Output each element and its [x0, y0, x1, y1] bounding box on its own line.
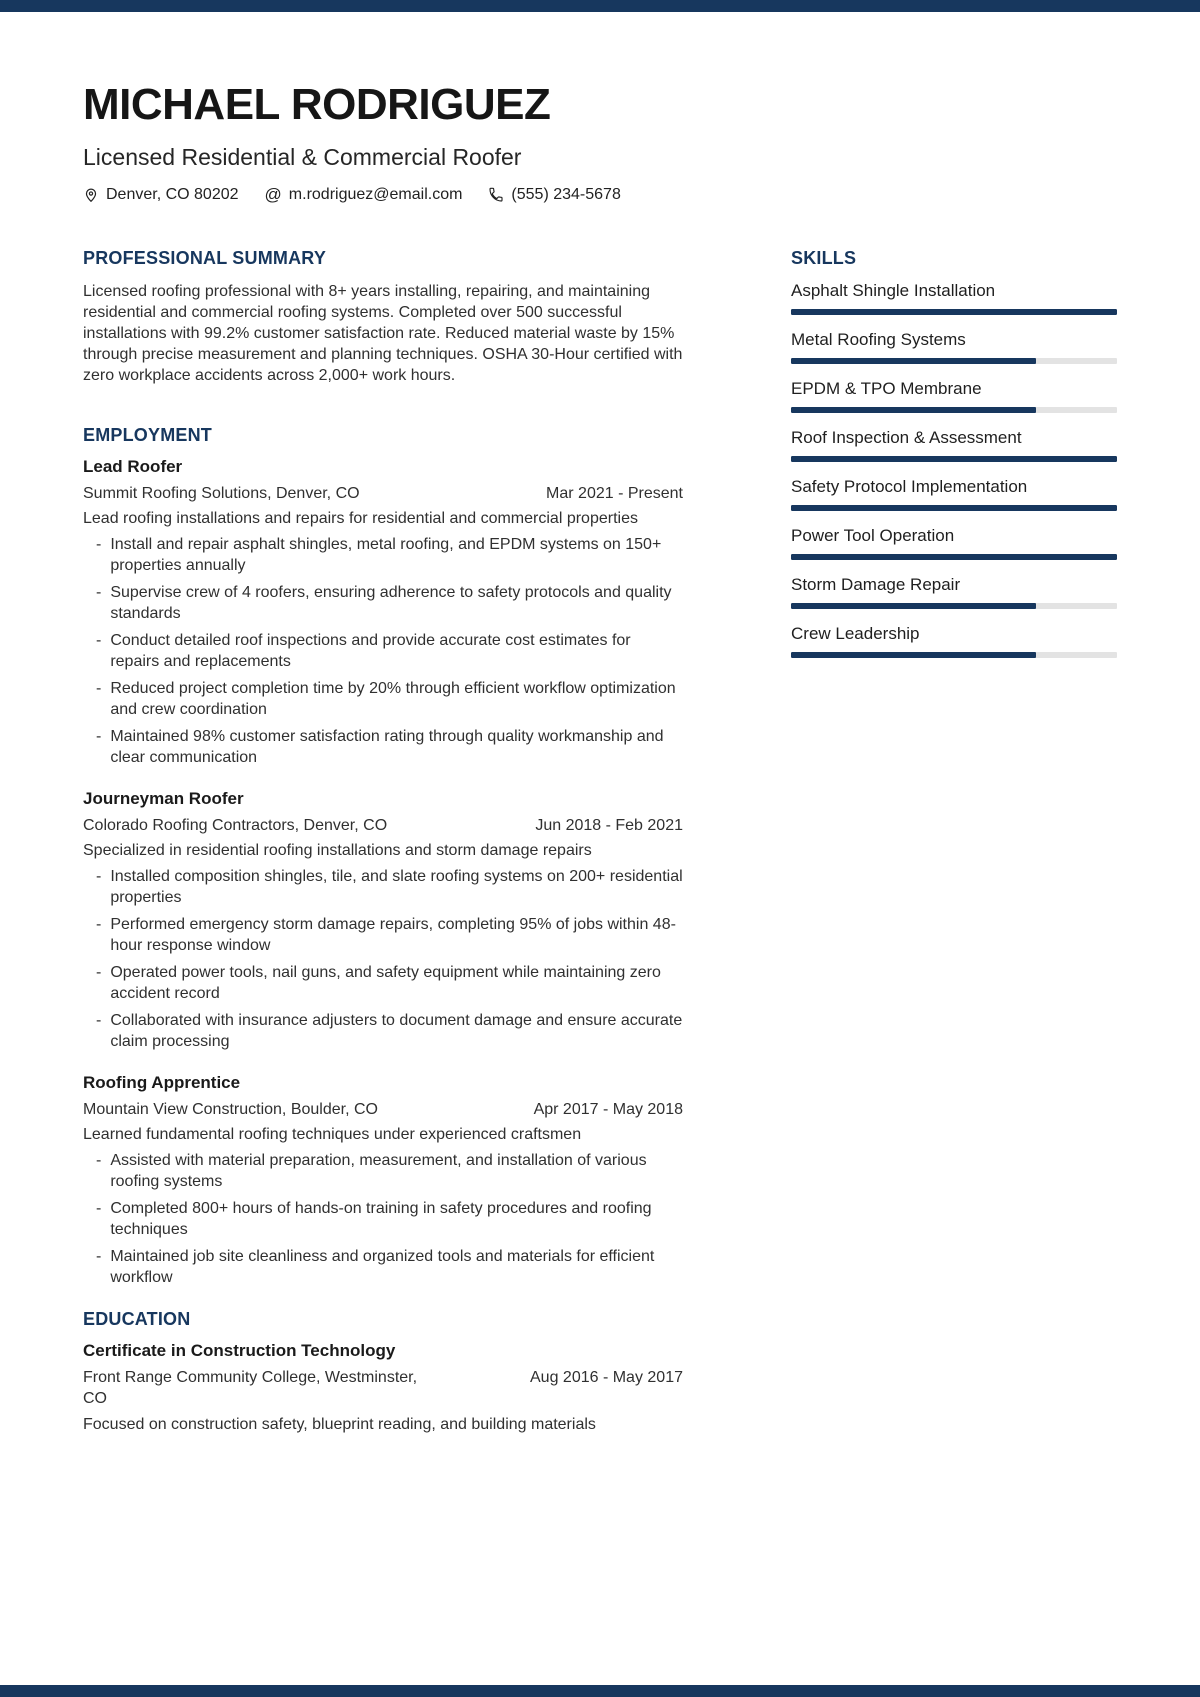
job-bullets [83, 1150, 683, 1288]
bullet-item [83, 914, 683, 956]
bullet-item [83, 962, 683, 1004]
employment-heading: EMPLOYMENT [83, 425, 213, 445]
bullet-item [83, 866, 683, 908]
employment-section [83, 426, 683, 1288]
bullet-item [83, 678, 683, 720]
bullet-text: Maintained 98% customer satisfaction rating through quality workmanship and clear communication [110, 728, 664, 766]
skill-label: Safety Protocol Implementation [791, 477, 1028, 496]
location-pin-icon [83, 187, 99, 203]
bullet-item [83, 726, 683, 768]
bullet-text: Maintained job site cleanliness and organized tools and materials for efficient workflow [110, 1248, 655, 1286]
contact-location-text: Denver, CO 80202 [106, 186, 239, 203]
skill-label: Power Tool Operation [791, 526, 955, 545]
bullet-dash: - [96, 536, 102, 553]
job-summary: Lead roofing installations and repairs for residential and commercial properties [83, 510, 638, 527]
company-row [83, 815, 683, 836]
bullet-dash: - [96, 868, 102, 885]
bullet-dash: - [96, 1200, 102, 1217]
skill-bar-track [791, 652, 1117, 658]
job-dates: Jun 2018 - Feb 2021 [535, 817, 683, 834]
job-title: Journeyman Roofer [83, 789, 244, 808]
skill-bar-fill [791, 407, 1036, 413]
company-name: Summit Roofing Solutions, Denver, CO [83, 485, 360, 502]
at-icon: @ [264, 185, 282, 204]
skill-item [791, 428, 1117, 462]
bullet-text: Completed 800+ hours of hands-on training in safety procedures and roofing techniques [110, 1200, 652, 1238]
contact-location [83, 186, 239, 204]
job-entry [83, 790, 683, 1052]
education-degree: Certificate in Construction Technology [83, 1341, 396, 1360]
skill-label: Metal Roofing Systems [791, 330, 966, 349]
bottom-accent-bar [0, 1685, 1200, 1697]
bullet-dash: - [96, 680, 102, 697]
job-summary: Learned fundamental roofing techniques under experienced craftsmen [83, 1126, 582, 1143]
skill-item [791, 379, 1117, 413]
bullet-item [83, 1150, 683, 1192]
skills-column [791, 249, 1117, 1435]
bullet-item [83, 1198, 683, 1240]
skill-bar-track [791, 407, 1117, 413]
candidate-name: MICHAEL RODRIGUEZ [83, 80, 551, 129]
bullet-dash: - [96, 916, 102, 933]
skill-bar-fill [791, 652, 1036, 658]
company-name: Mountain View Construction, Boulder, CO [83, 1101, 378, 1118]
job-bullets [83, 866, 683, 1052]
job-title: Roofing Apprentice [83, 1073, 241, 1092]
professional-summary-heading: PROFESSIONAL SUMMARY [83, 248, 327, 268]
skill-bar-fill [791, 505, 1117, 511]
skill-bar-track [791, 505, 1117, 511]
bullet-text: Installed composition shingles, tile, and slate roofing systems on 200+ residential properties [110, 868, 683, 906]
bullet-item [83, 582, 683, 624]
education-heading: EDUCATION [83, 1309, 191, 1329]
job-dates: Apr 2017 - May 2018 [533, 1101, 683, 1118]
phone-icon [488, 187, 504, 203]
education-institution: Front Range Community College, Westminster, CO [83, 1369, 418, 1407]
two-column-layout [83, 249, 1117, 1435]
skill-item [791, 624, 1117, 658]
bullet-dash: - [96, 1012, 102, 1029]
job-summary: Specialized in residential roofing installations and storm damage repairs [83, 842, 592, 859]
bullet-item [83, 534, 683, 576]
bullet-text: Conduct detailed roof inspections and provide accurate cost estimates for repairs and replacements [110, 632, 631, 670]
professional-summary-text: Licensed roofing professional with 8+ years installing, repairing, and maintaining residential and commercial roofing systems. Completed over 500 successful installations with 99.2% customer satisfaction rate. Reduced material waste by 15% through precise measurement and planning techniques. OSHA 30-Hour certified with zero workplace accidents across 2,000+ work hours. [83, 283, 683, 384]
job-title: Lead Roofer [83, 457, 183, 476]
bullet-dash: - [96, 964, 102, 981]
skill-item [791, 575, 1117, 609]
job-entry [83, 1074, 683, 1288]
contact-email-text: m.rodriguez@email.com [288, 186, 463, 203]
skill-label: Asphalt Shingle Installation [791, 281, 996, 300]
bullet-text: Operated power tools, nail guns, and safety equipment while maintaining zero accident record [110, 964, 661, 1002]
bullet-dash: - [96, 728, 102, 745]
skill-bar-track [791, 456, 1117, 462]
company-row [83, 483, 683, 504]
job-entry [83, 458, 683, 768]
company-row [83, 1099, 683, 1120]
job-bullets [83, 534, 683, 768]
education-dates: Aug 2016 - May 2017 [530, 1369, 683, 1386]
education-description: Focused on construction safety, blueprint reading, and building materials [83, 1416, 596, 1433]
skill-bar-track [791, 603, 1117, 609]
education-section [83, 1310, 683, 1435]
skill-bar-fill [791, 603, 1036, 609]
skill-item [791, 477, 1117, 511]
bullet-item [83, 630, 683, 672]
bullet-dash: - [96, 584, 102, 601]
bullet-text: Supervise crew of 4 roofers, ensuring adherence to safety protocols and quality standards [110, 584, 672, 622]
job-dates: Mar 2021 - Present [546, 485, 683, 502]
bullet-text: Collaborated with insurance adjusters to document damage and ensure accurate claim processing [110, 1012, 683, 1050]
skill-label: Storm Damage Repair [791, 575, 961, 594]
skill-bar-track [791, 358, 1117, 364]
bullet-item [83, 1246, 683, 1288]
bullet-text: Performed emergency storm damage repairs, completing 95% of jobs within 48-hour response window [110, 916, 676, 954]
bullet-dash: - [96, 1152, 102, 1169]
bullet-dash: - [96, 632, 102, 649]
bullet-dash: - [96, 1248, 102, 1265]
skill-bar-fill [791, 456, 1117, 462]
skill-item [791, 330, 1117, 364]
candidate-headline: Licensed Residential & Commercial Roofer [83, 144, 522, 170]
company-name: Colorado Roofing Contractors, Denver, CO [83, 817, 388, 834]
skills-heading: SKILLS [791, 248, 857, 268]
contact-phone [488, 186, 620, 204]
education-row [83, 1367, 683, 1409]
skill-bar-track [791, 554, 1117, 560]
skill-item [791, 281, 1117, 315]
bullet-text: Reduced project completion time by 20% through efficient workflow optimization and crew coordination [110, 680, 676, 718]
contact-phone-text: (555) 234-5678 [511, 186, 621, 203]
contact-row [83, 186, 1117, 204]
skill-label: EPDM & TPO Membrane [791, 379, 982, 398]
contact-email [265, 186, 463, 204]
bullet-item [83, 1010, 683, 1052]
skill-item [791, 526, 1117, 560]
skill-label: Crew Leadership [791, 624, 920, 643]
skill-bar-fill [791, 358, 1036, 364]
resume-header [83, 82, 1117, 204]
main-column [83, 249, 683, 1435]
bullet-text: Assisted with material preparation, measurement, and installation of various roofing systems [110, 1152, 647, 1190]
top-accent-bar [0, 0, 1200, 12]
skill-bar-fill [791, 309, 1117, 315]
resume-content [0, 82, 1200, 1435]
professional-summary-section [83, 249, 683, 386]
skill-label: Roof Inspection & Assessment [791, 428, 1022, 447]
skill-bar-fill [791, 554, 1117, 560]
bullet-text: Install and repair asphalt shingles, metal roofing, and EPDM systems on 150+ properties annually [110, 536, 662, 574]
skill-bar-track [791, 309, 1117, 315]
